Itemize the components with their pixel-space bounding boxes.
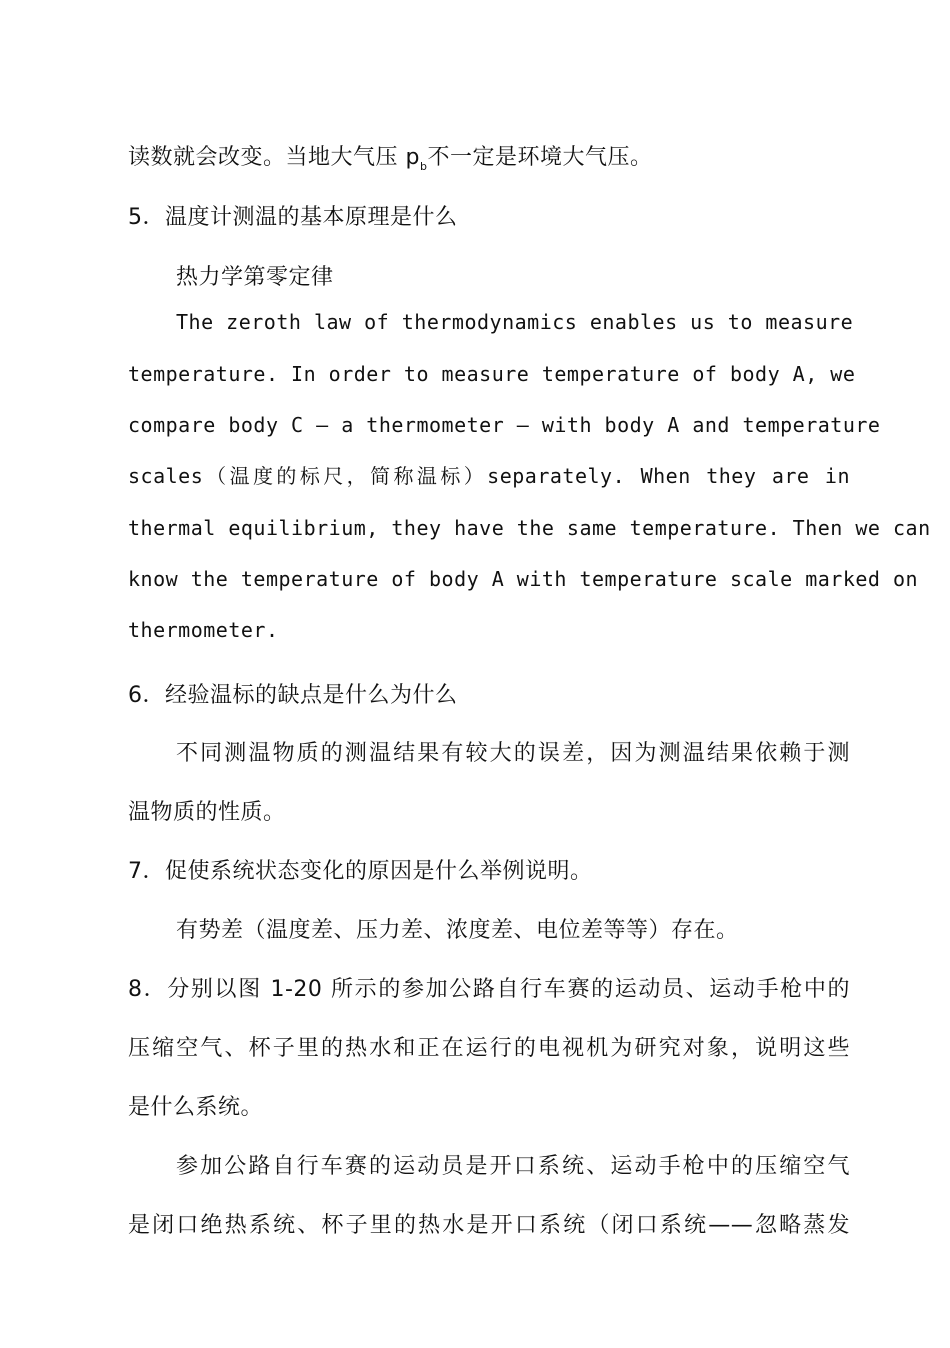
question-8-line-1: 8．分别以图 1-20 所示的参加公路自行车赛的运动员、运动手枪中的 xyxy=(128,977,850,1002)
answer-7-line-1: 有势差（温度差、压力差、浓度差、电位差等等）存在。 xyxy=(176,918,739,943)
subscript-b: b xyxy=(419,160,428,173)
answer-6-line-2: 温物质的性质。 xyxy=(128,800,286,825)
answer-5-line-4: scales（温度的标尺，简称温标）separately. When they are in xyxy=(128,464,850,488)
text-pre: 读数就会改变。当地大气压 p xyxy=(128,145,420,170)
question-5-heading: 5．温度计测温的基本原理是什么 xyxy=(128,205,458,230)
answer-8-line-2: 是闭口绝热系统、杯子里的热水是开口系统（闭口系统——忽略蒸发 xyxy=(128,1213,850,1238)
answer-5-line-6: know the temperature of body A with temperature scale marked on xyxy=(128,567,919,591)
answer-5-line-1: The zeroth law of thermodynamics enables us to measure xyxy=(176,310,854,334)
answer-5-line-5: thermal equilibrium, they have the same temperature. Then we can xyxy=(128,516,931,540)
answer-8-line-1: 参加公路自行车赛的运动员是开口系统、运动手枪中的压缩空气 xyxy=(176,1154,850,1179)
text-line-1 xyxy=(128,144,850,181)
answer-5-line-7: thermometer. xyxy=(128,618,279,642)
question-8-line-3: 是什么系统。 xyxy=(128,1095,264,1120)
question-7-heading: 7．促使系统状态变化的原因是什么举例说明。 xyxy=(128,859,593,884)
answer-6-line-1: 不同测温物质的测温结果有较大的误差，因为测温结果依赖于测 xyxy=(176,741,850,766)
question-6-heading: 6．经验温标的缺点是什么为什么 xyxy=(128,683,458,708)
answer-5-title: 热力学第零定律 xyxy=(176,265,334,290)
answer-5-line-3: compare body C — a thermometer — with body A and temperature xyxy=(128,413,881,437)
text-post: 不一定是环境大气压。 xyxy=(427,145,653,170)
question-8-line-2: 压缩空气、杯子里的热水和正在运行的电视机为研究对象，说明这些 xyxy=(128,1036,850,1061)
answer-5-line-2: temperature. In order to measure temperature of body A, we xyxy=(128,362,856,386)
